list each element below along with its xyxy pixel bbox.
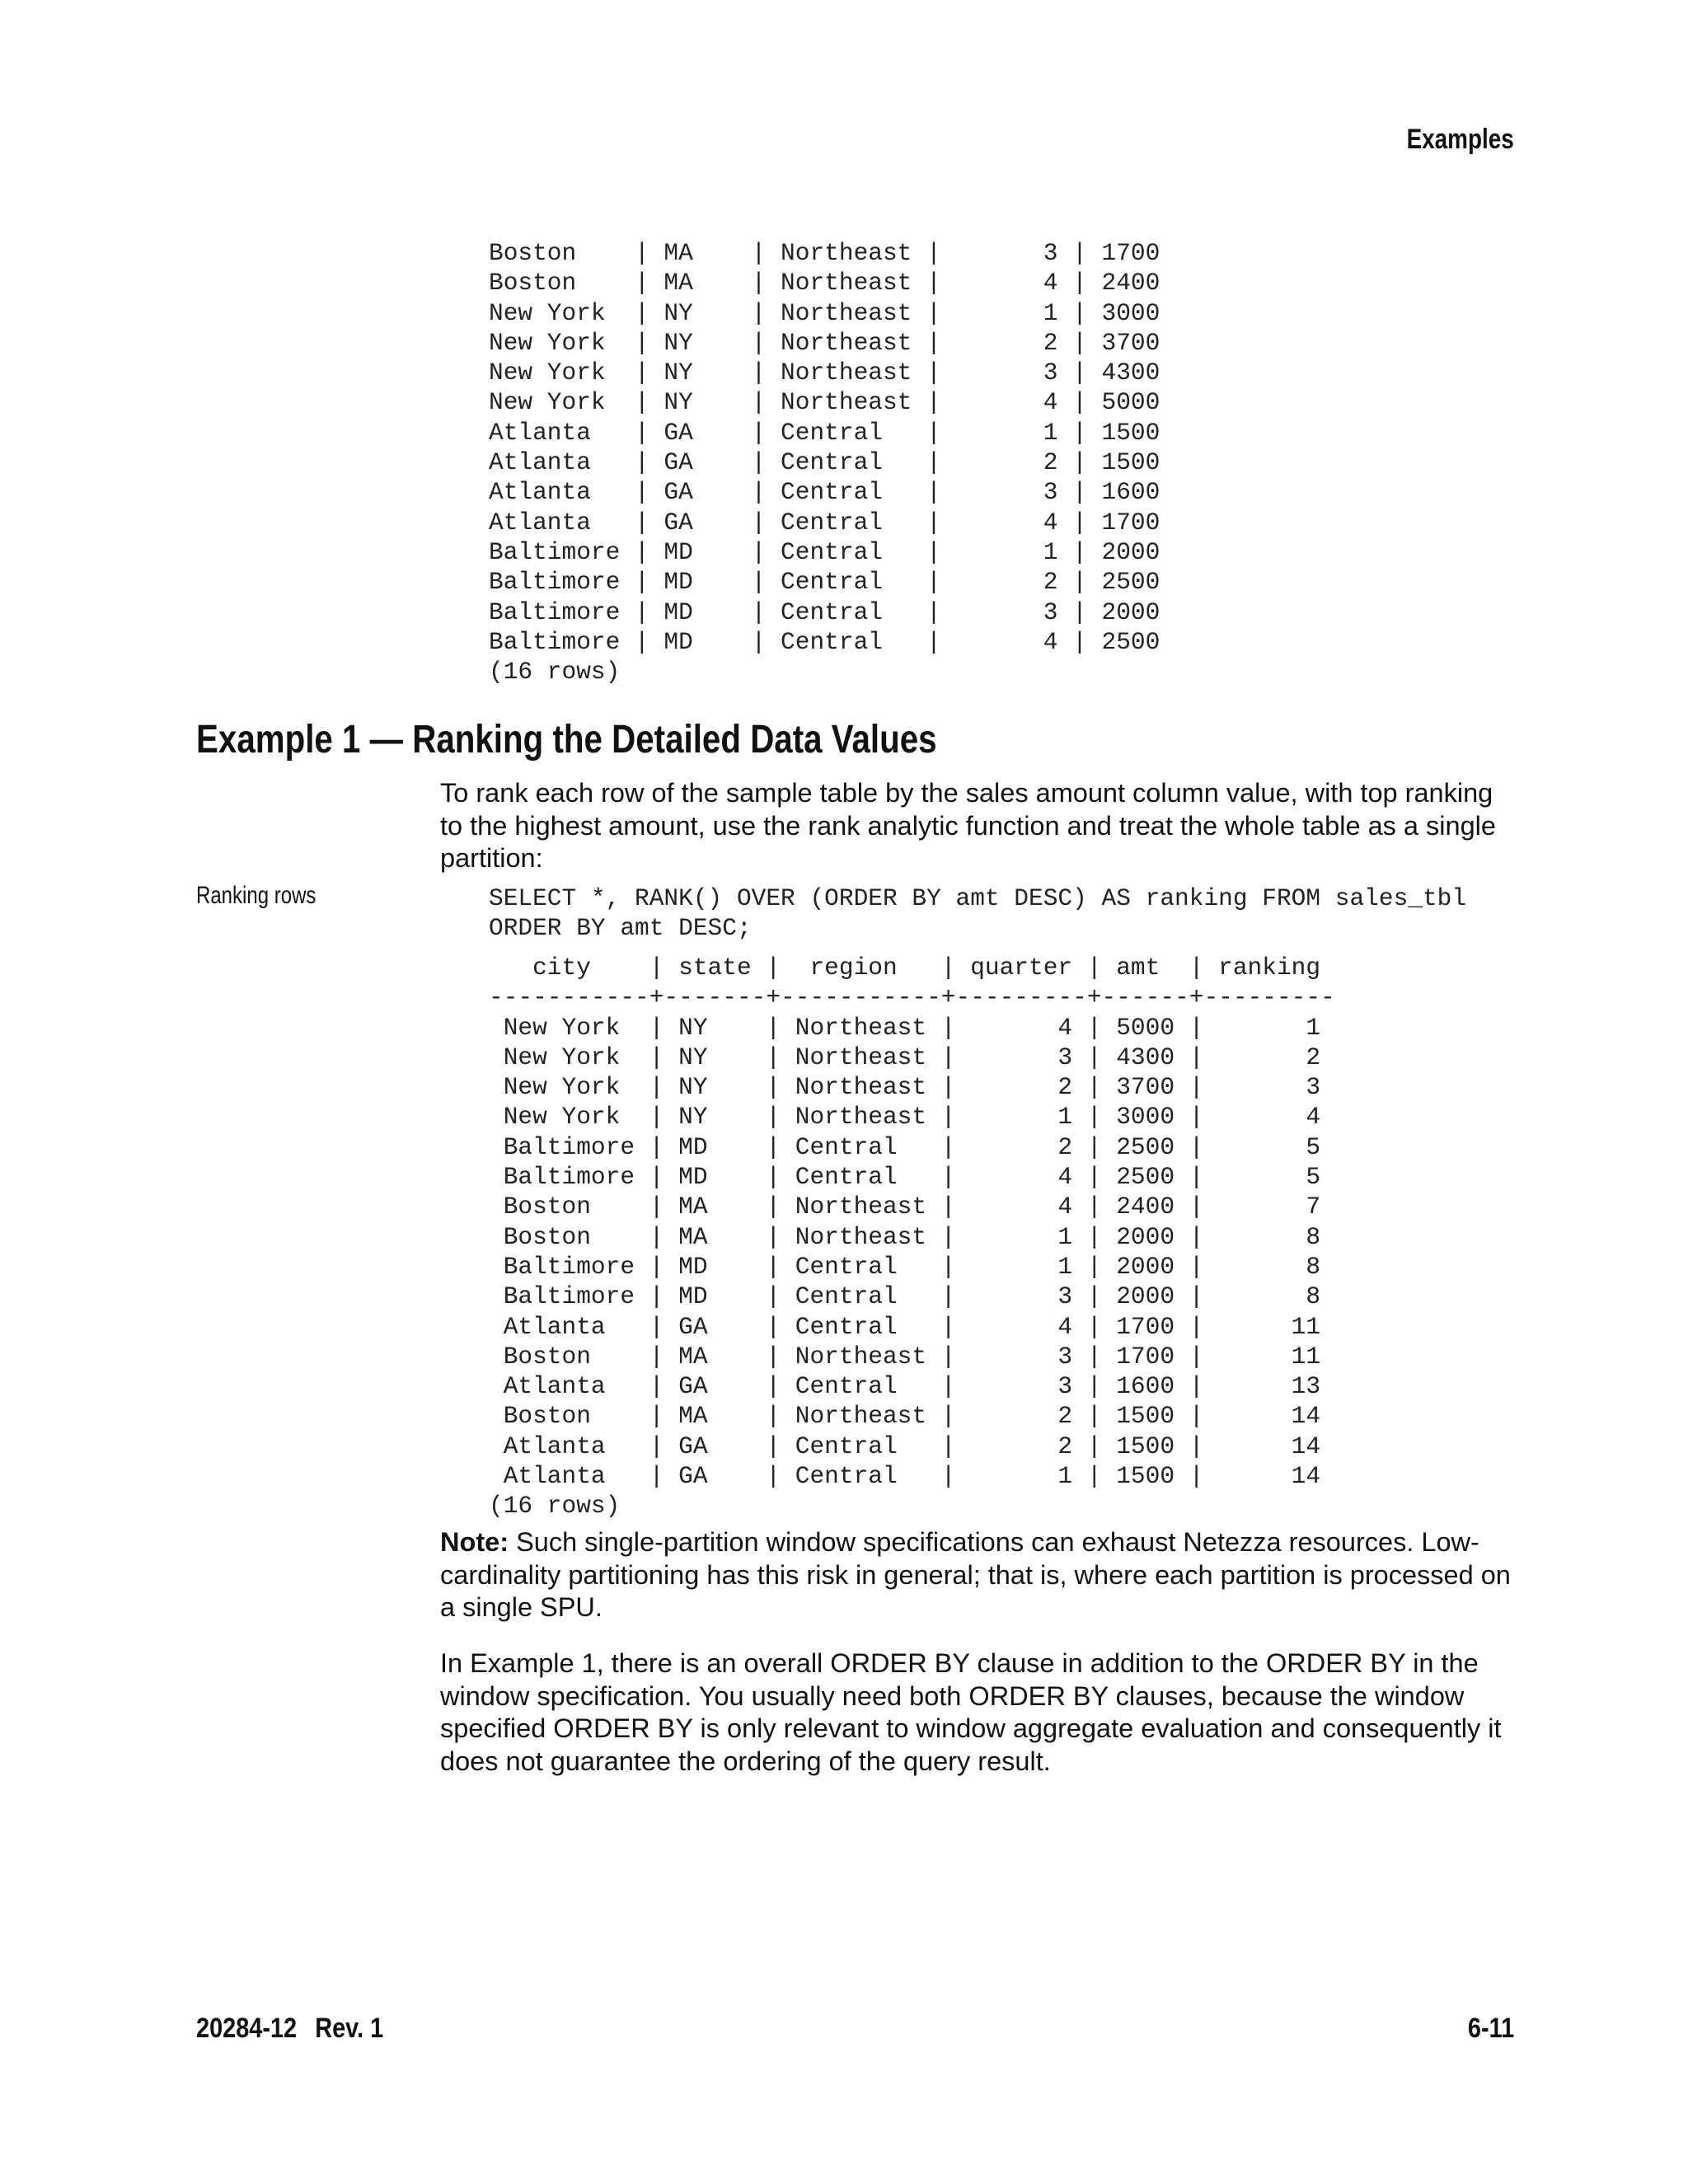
running-header-title: Examples <box>1406 124 1514 155</box>
section-heading: Example 1 — Ranking the Detailed Data Values <box>196 718 937 762</box>
table-row: New York | NY | Northeast | 3 | 4300 | 2 <box>489 1043 1321 1071</box>
query-line: ORDER BY amt DESC; <box>489 914 752 943</box>
table-row: New York | NY | Northeast | 4 | 5000 <box>489 388 1160 417</box>
table-row: Atlanta | GA | Central | 2 | 1500 | 14 <box>489 1432 1321 1460</box>
margin-label: Ranking rows <box>196 882 316 909</box>
table-row: Atlanta | GA | Central | 3 | 1600 | 13 <box>489 1372 1321 1401</box>
intro-paragraph: To rank each row of the sample table by the sales amount column value, with top ranking to the highest amount, use the rank analytic function and treat the whole table as a single partition: <box>440 778 1496 873</box>
table-row: Baltimore | MD | Central | 3 | 2000 | 8 <box>489 1282 1321 1311</box>
doc-number: 20284-12 <box>196 2013 298 2044</box>
table-row: Atlanta | GA | Central | 2 | 1500 <box>489 448 1160 477</box>
table-row: Baltimore | MD | Central | 3 | 2000 <box>489 598 1160 626</box>
table-row: Boston | MA | Northeast | 1 | 2000 | 8 <box>489 1222 1321 1251</box>
table-row: New York | NY | Northeast | 2 | 3700 <box>489 328 1160 357</box>
note-paragraph <box>440 1526 1520 1624</box>
table-row: New York | NY | Northeast | 1 | 3000 | 4 <box>489 1103 1321 1132</box>
table-row: Baltimore | MD | Central | 1 | 2000 <box>489 537 1160 566</box>
table-row: Atlanta | GA | Central | 1 | 1500 <box>489 418 1160 447</box>
table-row: Baltimore | MD | Central | 2 | 2500 <box>489 568 1160 597</box>
note-label: Note: <box>440 1527 509 1557</box>
page-number: 6-11 <box>1467 2013 1514 2044</box>
row-count: (16 rows) <box>489 658 621 687</box>
sample-data-output <box>489 238 1160 687</box>
table-row: Boston | MA | Northeast | 4 | 2400 | 7 <box>489 1193 1321 1221</box>
sql-query <box>489 883 1466 944</box>
table-row: Baltimore | MD | Central | 4 | 2500 | 5 <box>489 1163 1321 1192</box>
note-text: Such single-partition window specifications can exhaust Netezza resources. Low-cardinality partitioning has this risk in general; that is, where each partition is processed on a single SPU. <box>440 1527 1511 1622</box>
table-row: Boston | MA | Northeast | 4 | 2400 <box>489 269 1160 298</box>
table-row: Boston | MA | Northeast | 3 | 1700 <box>489 239 1160 267</box>
table-row: Boston | MA | Northeast | 2 | 1500 | 14 <box>489 1402 1321 1431</box>
table-row: New York | NY | Northeast | 3 | 4300 <box>489 359 1160 387</box>
result-header: city | state | region | quarter | amt | ranking <box>489 954 1321 982</box>
ranking-result-output <box>489 953 1335 1521</box>
table-row: New York | NY | Northeast | 4 | 5000 | 1 <box>489 1013 1321 1042</box>
footer-doc-info <box>196 2013 383 2045</box>
table-row: Atlanta | GA | Central | 4 | 1700 | 11 <box>489 1312 1321 1341</box>
explanation-paragraph: In Example 1, there is an overall ORDER BY clause in addition to the ORDER BY in the window specification. You usually need both ORDER BY clauses, because the window specified ORDER BY is only relevant to window aggregate evaluation and consequently it does not guarantee the ordering of the query result. <box>440 1648 1502 1776</box>
row-count: (16 rows) <box>489 1492 621 1521</box>
result-separator: -----------+-------+-----------+---------+------+--------- <box>489 983 1335 1012</box>
table-row: Boston | MA | Northeast | 3 | 1700 | 11 <box>489 1342 1321 1371</box>
table-row: New York | NY | Northeast | 1 | 3000 <box>489 298 1160 327</box>
table-row: Baltimore | MD | Central | 4 | 2500 <box>489 627 1160 656</box>
table-row: Baltimore | MD | Central | 1 | 2000 | 8 <box>489 1252 1321 1281</box>
table-row: Atlanta | GA | Central | 1 | 1500 | 14 <box>489 1462 1321 1491</box>
table-row: Atlanta | GA | Central | 4 | 1700 <box>489 508 1160 537</box>
revision: Rev. 1 <box>315 2013 384 2044</box>
query-line: SELECT *, RANK() OVER (ORDER BY amt DESC) AS ranking FROM sales_tbl <box>489 884 1467 912</box>
table-row: New York | NY | Northeast | 2 | 3700 | 3 <box>489 1073 1321 1102</box>
table-row: Baltimore | MD | Central | 2 | 2500 | 5 <box>489 1132 1321 1161</box>
table-row: Atlanta | GA | Central | 3 | 1600 <box>489 478 1160 507</box>
